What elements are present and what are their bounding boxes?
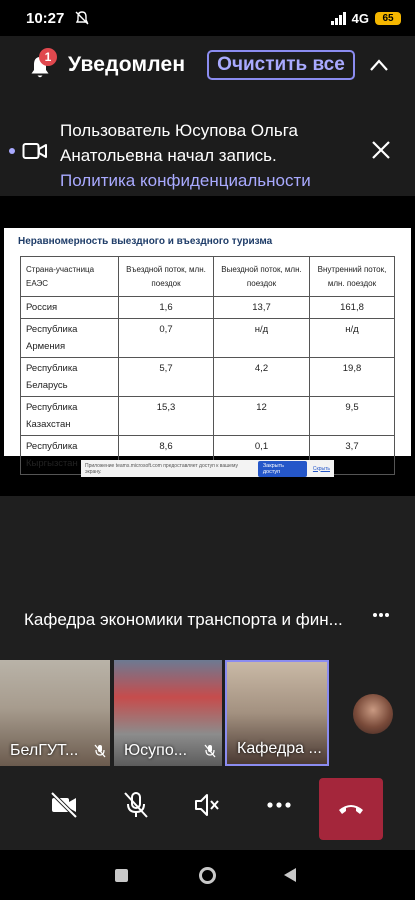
table-cell: 1,6 [119,297,214,319]
table-header-cell: Внутренний поток, млн. поездок [310,257,395,297]
table-cell: 9,5 [310,397,395,436]
signal-icon [331,12,346,25]
notifications-title: Уведомлен [68,53,186,76]
back-icon[interactable] [284,868,296,882]
table-header-cell: Выездной поток, млн. поездок [214,257,310,297]
notification-count-badge: 1 [39,48,57,66]
mic-off-icon [94,744,106,758]
mic-off-icon[interactable] [121,790,151,820]
table-cell: Россия [21,297,119,319]
participant-tiles [0,660,415,766]
table-cell: н/д [214,319,310,358]
home-icon[interactable] [199,867,216,884]
more-options-icon[interactable] [264,790,294,820]
table-cell: 15,3 [119,397,214,436]
mic-off-icon [204,744,216,758]
camera-off-icon[interactable] [49,790,79,820]
table-cell: 19,8 [310,358,395,397]
slide-title: Неравномерность выездного и въездного туризма [18,236,273,247]
participant-name: БелГУТ... [10,742,79,759]
call-controls [0,770,415,850]
notification-text-block [60,118,360,193]
tourism-table [20,256,395,475]
table-cell: 4,2 [214,358,310,397]
presenter-row [0,600,415,640]
table-cell: Республика Армения [21,319,119,358]
table-row [21,397,395,436]
table-row [21,358,395,397]
table-cell: Республика Казахстан [21,397,119,436]
system-nav-bar [0,850,415,900]
table-cell: 161,8 [310,297,395,319]
participant-name: Кафедра ... [237,740,322,757]
status-bar [0,0,415,36]
bell-muted-icon [74,10,90,26]
participant-name: Юсупо... [124,742,188,759]
stop-sharing-button[interactable]: Закрыть доступ [258,461,307,477]
recent-apps-icon[interactable] [115,869,128,882]
presenter-name: Кафедра экономики транспорта и фин... [24,610,343,629]
clock: 10:27 [26,9,65,27]
screen-share-bar [81,460,334,477]
table-row [21,319,395,358]
participant-tile[interactable] [332,660,415,766]
table-cell: 8,6 [119,436,214,475]
privacy-policy-link[interactable]: Политика конфиденциальности [60,171,311,190]
phone-hangup-icon [338,802,364,816]
shared-screen [0,196,415,496]
close-icon[interactable] [371,140,391,160]
share-message: Приложение teams.microsoft.com предоставляет доступ к вашему экрану. [85,462,238,475]
participant-tile[interactable] [114,660,222,766]
video-camera-icon [22,140,48,162]
battery-icon: 65 [375,12,401,25]
table-header-row [21,257,395,297]
table-cell: 0,7 [119,319,214,358]
notifications-panel [0,36,415,196]
table-header-cell: Въездной поток, млн. поездок [119,257,214,297]
table-header-cell: Страна-участница ЕАЭС [21,257,119,297]
table-cell: 12 [214,397,310,436]
speaker-off-icon[interactable] [192,790,222,820]
table-row [21,297,395,319]
network-type: 4G [351,10,369,26]
table-cell: Республика Беларусь [21,358,119,397]
hang-up-button[interactable] [319,778,383,840]
table-cell: 3,7 [310,436,395,475]
chevron-up-icon[interactable] [368,56,390,74]
table-cell: Республика Кыргызстан [21,436,119,475]
table-cell: 5,7 [119,358,214,397]
more-options-icon[interactable] [372,612,390,618]
table-cell: н/д [310,319,395,358]
participant-tile[interactable] [0,660,110,766]
clear-all-button[interactable]: Очистить все [207,50,355,80]
unread-dot [9,148,15,154]
avatar [353,694,393,734]
notification-message: Пользователь Юсупова Ольга Анатольевна начал запись. [60,121,298,165]
notifications-header [0,50,415,86]
hide-share-bar-link[interactable]: Скрыть [312,465,330,472]
participant-tile-active[interactable] [225,660,329,766]
table-cell: 13,7 [214,297,310,319]
recording-notification [0,118,415,188]
table-cell: 0,1 [214,436,310,475]
